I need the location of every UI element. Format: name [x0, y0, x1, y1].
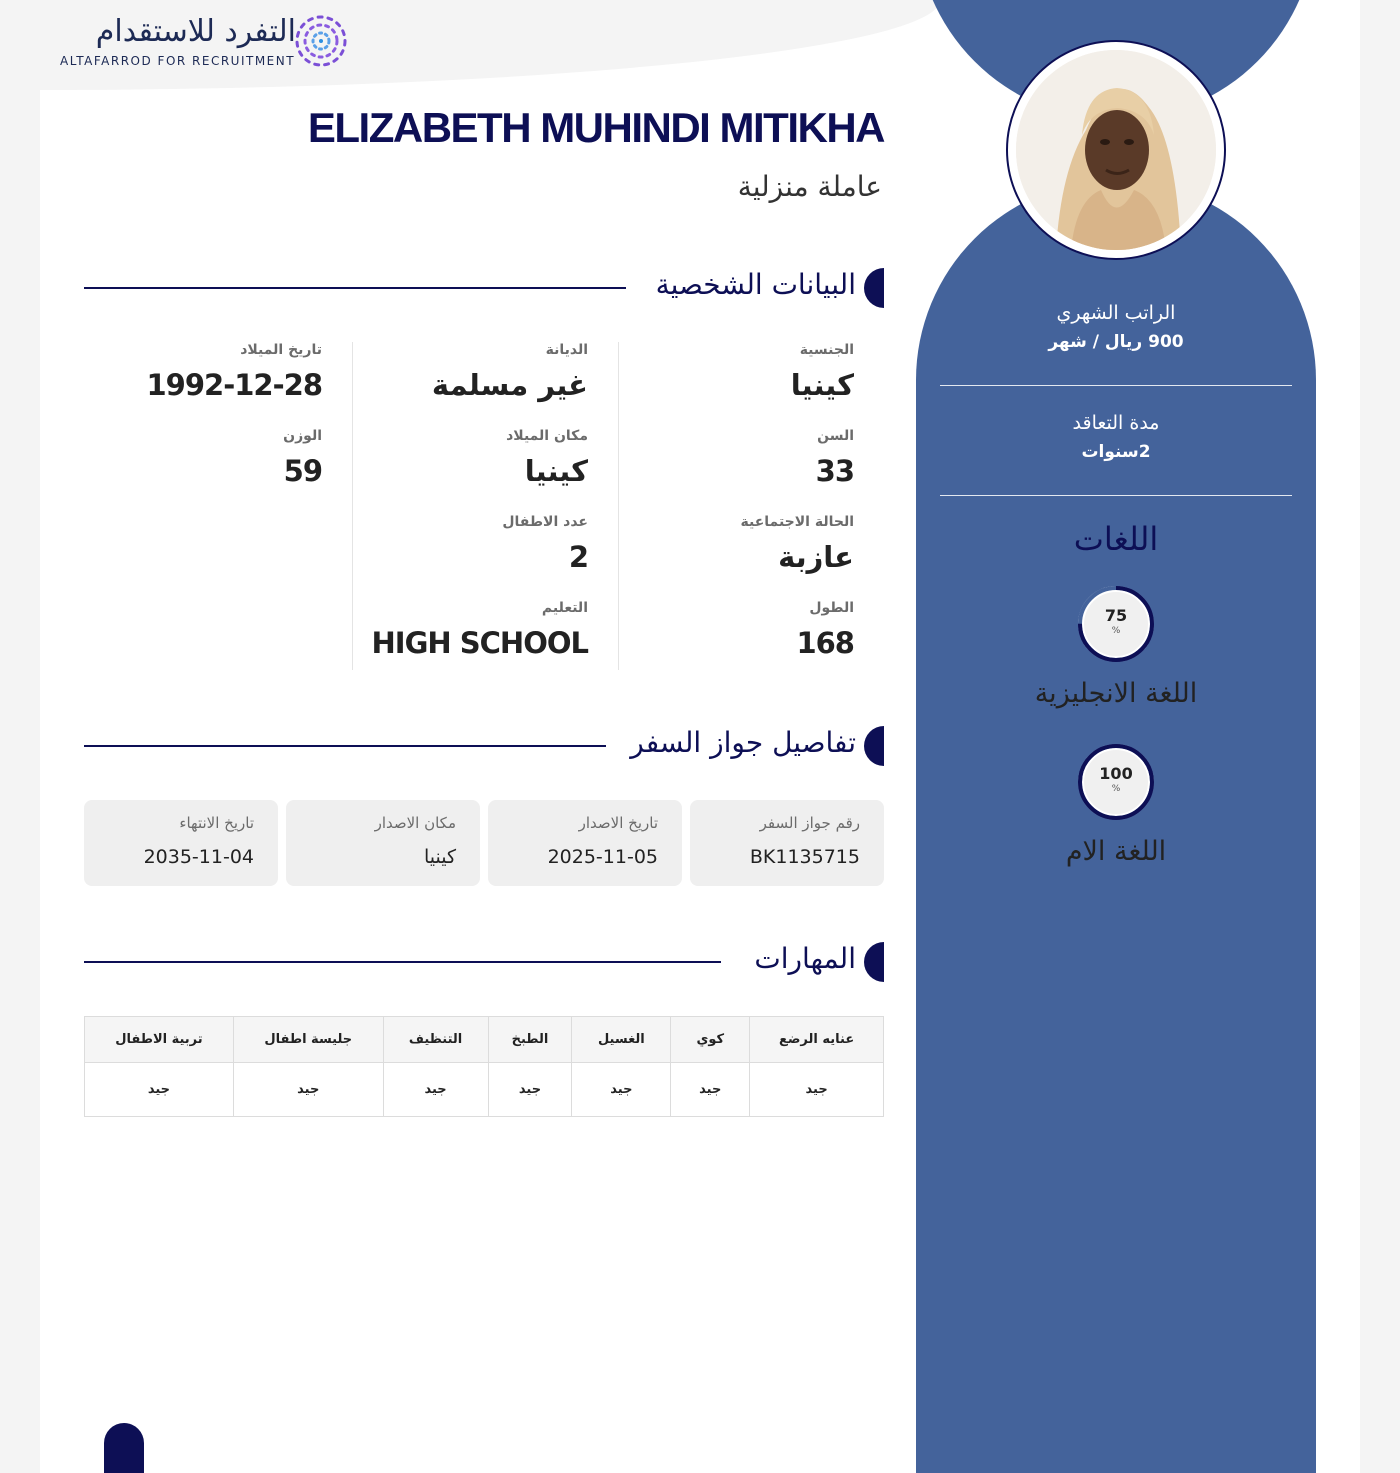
field-value: 2: [568, 540, 588, 574]
card-label: تاريخ الاصدار: [578, 814, 658, 832]
info-column: [86, 342, 352, 670]
language-gauge: [1074, 740, 1158, 824]
table-header-cell: التنظيف: [383, 1017, 488, 1063]
table-cell: جيد: [488, 1063, 572, 1117]
table-cell: جيد: [383, 1063, 488, 1117]
language-name: اللغة الام: [1065, 836, 1167, 867]
skills-table: [84, 1016, 884, 1117]
card-value: BK1135715: [749, 846, 860, 868]
table-header-cell: تربية الاطفال: [85, 1017, 234, 1063]
section-divider-line: [84, 745, 606, 747]
logo-mark-icon: [294, 14, 348, 68]
section-marker: [864, 726, 884, 766]
table-header-row: [85, 1017, 884, 1063]
field-value: غير مسلمة: [431, 368, 588, 402]
table-cell: جيد: [233, 1063, 383, 1117]
salary-value: 900 ريال / شهر: [1048, 332, 1184, 352]
height-field: [796, 600, 854, 660]
table-cell: جيد: [85, 1063, 234, 1117]
field-label: عدد الاطفال: [502, 514, 588, 530]
religion-field: [432, 342, 588, 402]
section-title: تفاصيل جواز السفر: [630, 726, 856, 759]
skills-section-header: [84, 942, 884, 984]
field-label: الجنسية: [799, 342, 854, 358]
field-label: الديانة: [545, 342, 588, 358]
card-value: 2025-11-05: [547, 846, 658, 868]
passport-issue-date-card: [488, 800, 682, 886]
table-cell: جيد: [671, 1063, 750, 1117]
section-title: البيانات الشخصية: [655, 268, 856, 301]
field-label: التعليم: [541, 600, 588, 616]
contract-block: [940, 412, 1292, 462]
birth-date-field: [147, 342, 323, 402]
candidate-photo: [1016, 50, 1216, 250]
logo-arabic-text: التفرد للاستقدام: [95, 14, 296, 49]
logo-english-text: ALTAFARROD FOR RECRUITMENT: [60, 54, 296, 68]
gauge-percent-symbol: %: [1111, 626, 1121, 636]
info-column: [618, 342, 884, 670]
field-value: عازبة: [778, 540, 854, 574]
portrait-image: [1016, 50, 1216, 250]
salary-block: [940, 302, 1292, 352]
passport-section-header: [84, 726, 884, 768]
contract-label: مدة التعاقد: [1072, 412, 1160, 434]
table-header-cell: جليسة اطفال: [233, 1017, 383, 1063]
table-cell: جيد: [572, 1063, 671, 1117]
field-value: 1992-12-28: [146, 368, 322, 402]
language-gauge: [1074, 582, 1158, 666]
sidebar-divider: [940, 385, 1292, 386]
nationality-field: [791, 342, 854, 402]
weight-field: [283, 428, 322, 488]
gauge-percent-value: 75: [1104, 606, 1128, 625]
table-header-cell: كوي: [671, 1017, 750, 1063]
field-label: الوزن: [283, 428, 322, 444]
card-label: تاريخ الانتهاء: [179, 814, 254, 832]
table-row: [85, 1063, 884, 1117]
footer-marker: [104, 1423, 144, 1473]
table-header-cell: الطبخ: [488, 1017, 572, 1063]
field-label: السن: [817, 428, 854, 444]
sidebar-panel: [916, 180, 1316, 1473]
card-label: رقم جواز السفر: [759, 814, 860, 832]
field-value: 168: [796, 626, 854, 660]
field-value: HIGH SCHOOL: [371, 626, 588, 660]
field-label: الطول: [809, 600, 854, 616]
gauge-percent-symbol: %: [1111, 784, 1121, 794]
passport-issue-place-card: [286, 800, 480, 886]
languages-title: اللغات: [1073, 520, 1159, 558]
age-field: [816, 428, 854, 488]
table-cell: جيد: [750, 1063, 884, 1117]
company-logo: [60, 14, 360, 74]
education-field: [372, 600, 588, 660]
field-label: الحالة الاجتماعية: [740, 514, 854, 530]
section-title: المهارات: [754, 942, 856, 975]
marital-status-field: [741, 514, 854, 574]
gauge-percent-value: 100: [1099, 764, 1133, 783]
passport-expiry-date-card: [84, 800, 278, 886]
card-value: 2035-11-04: [143, 846, 254, 868]
candidate-role: عاملة منزلية: [737, 170, 882, 203]
section-marker: [864, 268, 884, 308]
passport-number-card: [690, 800, 884, 886]
salary-label: الراتب الشهري: [1056, 302, 1176, 324]
language-name: اللغة الانجليزية: [1034, 678, 1198, 709]
table-header-cell: عنايه الرضع: [750, 1017, 884, 1063]
field-label: تاريخ الميلاد: [240, 342, 322, 358]
info-column: [352, 342, 618, 670]
sidebar-divider: [940, 495, 1292, 496]
field-value: كينيا: [524, 454, 588, 488]
column-divider: [618, 342, 619, 670]
children-field: [502, 514, 588, 574]
field-value: 59: [283, 454, 322, 488]
card-value: كينيا: [423, 846, 456, 868]
personal-section-header: [84, 268, 884, 310]
table-header-cell: الغسيل: [572, 1017, 671, 1063]
section-marker: [864, 942, 884, 982]
section-divider-line: [84, 961, 721, 963]
section-divider-line: [84, 287, 626, 289]
field-label: مكان الميلاد: [506, 428, 588, 444]
field-value: كينيا: [790, 368, 854, 402]
field-value: 33: [815, 454, 854, 488]
candidate-name: ELIZABETH MUHINDI MITIKHA: [307, 104, 884, 151]
card-label: مكان الاصدار: [374, 814, 456, 832]
contract-value: 2سنوات: [1081, 442, 1151, 462]
birth-place-field: [506, 428, 588, 488]
